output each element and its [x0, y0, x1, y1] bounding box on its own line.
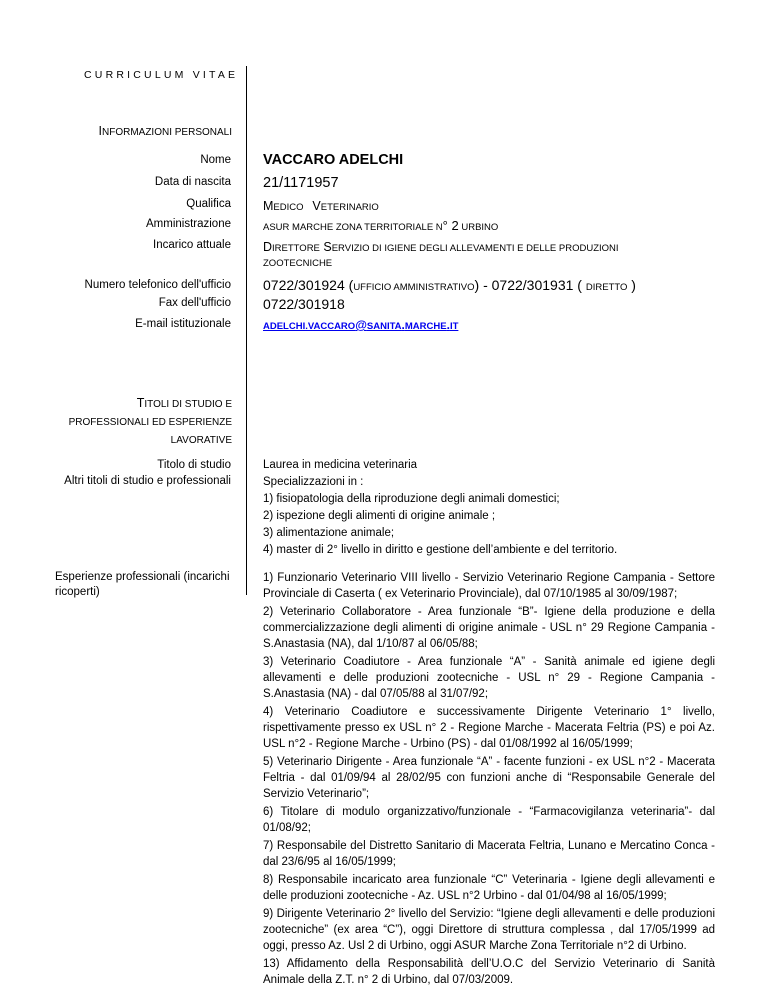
list-item: 4) master di 2° livello in diritto e gestione dell’ambiente e del territorio.	[263, 544, 618, 556]
value-amministrazione: ASUR MARCHE ZONA TERRITORIALE N° 2 URBINO	[263, 218, 499, 233]
label-esperienze: Esperienze professionali (incarichi ricoperti)	[55, 571, 230, 598]
list-item: 1) Funzionario Veterinario VIII livello - Servizio Veterinario Regione Campania - Settore Provinciale di Caserta ( ex Veterinario Provinciale), dal 07/10/1985 al 30/09/1987;	[263, 572, 715, 600]
list-item: 2) ispezione degli alimenti di origine animale ;	[263, 510, 496, 522]
list-item: 13) Affidamento della Responsabilità dell’U.O.C del Servizio Veterinario di Sanità Animale della Z.T. n° 2 di Urbino, dal 07/03/2009.	[263, 958, 715, 986]
label-email: E-mail istituzionale	[135, 318, 231, 330]
label-amministrazione: Amministrazione	[146, 218, 231, 230]
value-qualifica: MEDICO VETERINARIO	[263, 199, 379, 213]
label-incarico: Incarico attuale	[153, 239, 231, 251]
document-title: CURRICULUM VITAE	[84, 69, 239, 81]
section-personal-info: INFORMAZIONI PERSONALI	[98, 124, 232, 138]
label-fax: Fax dell'ufficio	[158, 297, 231, 309]
label-altri-titoli: Altri titoli di studio e professionali	[64, 475, 231, 487]
list-item: 3) alimentazione animale;	[263, 527, 395, 539]
list-item: 1) fisiopatologia della riproduzione degli animali domestici;	[263, 493, 560, 505]
value-fax: 0722/301918	[263, 296, 345, 312]
section-titoli	[69, 394, 232, 450]
label-titolo-studio: Titolo di studio	[157, 459, 231, 471]
value-data-nascita: 21/1171957	[263, 175, 339, 191]
value-telefono: 0722/301924 (UFFICIO AMMINISTRATIVO) - 0722/301931 ( DIRETTO )	[263, 277, 636, 293]
list-item: 9) Dirigente Veterinario 2° livello del Servizio: “Igiene degli allevamenti e delle produzioni zootecniche” (ex area “C”), oggi Direttore di struttura complessa , dal 17/05/1999 ad oggi, presso Az. Usl 2 di Urbino, oggi ASUR Marche Zona Territoriale n°2 di Urbino.	[263, 908, 715, 952]
list-item: 2) Veterinario Collaboratore - Area funzionale “B”- Igiene della produzione e della commercializzazione degli alimenti di origine animale - USL n° 29 Regione Campania - S.Anastasia (NA), dal 1/10/87 al 06/05/88;	[263, 606, 715, 650]
email-link[interactable]: ADELCHI.VACCARO@SANITA.MARCHE.IT	[263, 318, 459, 332]
studio-list	[263, 457, 617, 559]
value-nome: VACCARO ADELCHI	[263, 152, 404, 168]
column-divider	[246, 66, 247, 595]
section-titoli-line1: TITOLI DI STUDIO E	[136, 396, 232, 410]
section-titoli-line2: PROFESSIONALI ED ESPERIENZE	[68, 417, 232, 428]
section-titoli-line3: LAVORATIVE	[170, 435, 232, 446]
list-item: 6) Titolare di modulo organizzativo/funzionale - “Farmacovigilanza veterinaria”- dal 01/08/92;	[263, 806, 715, 834]
label-nome: Nome	[200, 154, 231, 166]
list-item: 8) Responsabile incaricato area funzionale “C” Veterinaria - Igiene degli allevamenti e delle produzioni zootecniche - Az. USL n°2 Urbino - dal 01/04/98 al 16/05/1999;	[263, 874, 715, 902]
list-item: Specializzazioni in :	[263, 476, 364, 488]
label-qualifica: Qualifica	[186, 198, 231, 210]
value-incarico: DIRETTORE SERVIZIO DI IGIENE DEGLI ALLEVAMENTI E DELLE PRODUZIONI	[263, 240, 619, 254]
list-item: 7) Responsabile del Distretto Sanitario di Macerata Feltria, Lunano e Mercatino Conca - dal 23/6/95 al 16/05/1999;	[263, 840, 715, 868]
list-item: 4) Veterinario Coadiutore e successivamente Dirigente Veterinario 1° livello, rispettivamente presso ex USL n° 2 - Regione Marche - Macerata Feltria (PS) e poi Az. USL n°2 - Regione Marche - Urbino (PS) - dal 01/08/1992 al 16/05/1999;	[263, 706, 715, 750]
list-item: 3) Veterinario Coadiutore - Area funzionale “A” - Sanità animale ed igiene degli allevamenti e delle produzioni zootecniche - USL n° 29 - Regione Campania - S.Anastasia (NA) - dal 07/05/88 al 31/07/92;	[263, 656, 715, 700]
list-item: 5) Veterinario Dirigente - Area funzionale “A” - facente funzioni - ex USL n°2 - Macerata Feltria - dal 01/09/94 al 28/02/95 con funzioni anche di “Responsabile Generale del Servizio Veterinario”;	[263, 756, 715, 800]
esperienze-list	[263, 570, 715, 990]
value-incarico-cont: ZOOTECNICHE	[263, 258, 333, 269]
list-item: Laurea in medicina veterinaria	[263, 459, 418, 471]
label-telefono: Numero telefonico dell'ufficio	[84, 279, 231, 291]
label-data-nascita: Data di nascita	[154, 176, 231, 188]
